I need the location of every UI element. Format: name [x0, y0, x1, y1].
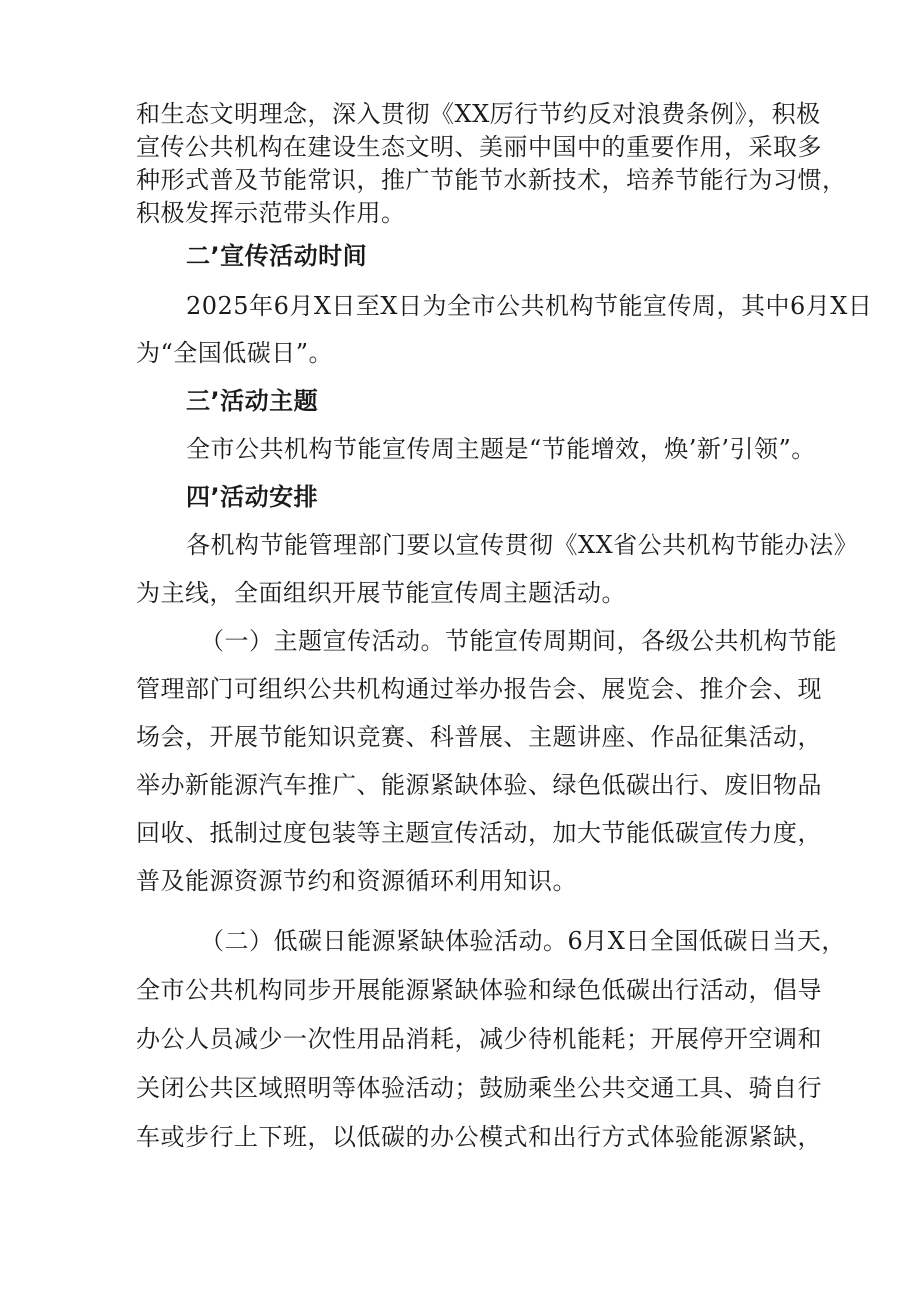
paragraph-line: 2025年6月X日至X日为全市公共机构节能宣传周，其中6月X日 — [186, 292, 873, 320]
list-item-line: 普及能源资源节约和资源循环利用知识。 — [136, 867, 577, 895]
list-item-line: 全市公共机构同步开展能源紧缺体验和绿色低碳出行活动，倡导 — [136, 976, 822, 1004]
list-item-line: 管理部门可组织公共机构通过举办报告会、展览会、推介会、现 — [136, 675, 822, 703]
list-item-line: 场会，开展节能知识竞赛、科普展、主题讲座、作品征集活动， — [136, 723, 822, 751]
section-heading: 二’宣传活动时间 — [186, 242, 368, 270]
list-item-line: 车或步行上下班，以低碳的办公模式和出行方式体验能源紧缺， — [136, 1123, 822, 1151]
paragraph-line: 宣传公共机构在建设生态文明、美丽中国中的重要作用，采取多 — [136, 133, 822, 161]
list-item-line: 回收、抵制过度包装等主题宣传活动，加大节能低碳宣传力度， — [136, 819, 822, 847]
paragraph-line: 全市公共机构节能宣传周主题是“节能增效，焕’新’引领”。 — [186, 435, 816, 463]
paragraph-line: 为主线，全面组织开展节能宣传周主题活动。 — [136, 579, 626, 607]
list-item-line: 举办新能源汽车推广、能源紧缺体验、绿色低碳出行、废旧物品 — [136, 771, 822, 799]
paragraph-line: 种形式普及节能常识，推广节能节水新技术，培养节能行为习惯， — [136, 166, 847, 194]
list-item-line: （一）主题宣传活动。节能宣传周期间，各级公共机构节能 — [200, 627, 837, 655]
list-item-line: 办公人员减少一次性用品消耗，减少待机能耗；开展停开空调和 — [136, 1025, 822, 1053]
paragraph-line: 为“全国低碳日”。 — [136, 339, 334, 367]
paragraph-line: 各机构节能管理部门要以宣传贯彻《XX省公共机构节能办法》 — [186, 531, 859, 559]
section-heading: 三’活动主题 — [186, 387, 319, 415]
list-item-line: （二）低碳日能源紧缺体验活动。6月X日全国低碳日当天， — [200, 927, 846, 955]
paragraph-line: 和生态文明理念，深入贯彻《XX厉行节约反对浪费条例》，积极 — [136, 100, 821, 128]
paragraph-line: 积极发挥示范带头作用。 — [136, 199, 406, 227]
list-item-line: 关闭公共区域照明等体验活动；鼓励乘坐公共交通工具、骑自行 — [136, 1074, 822, 1102]
section-heading: 四’活动安排 — [186, 483, 319, 511]
